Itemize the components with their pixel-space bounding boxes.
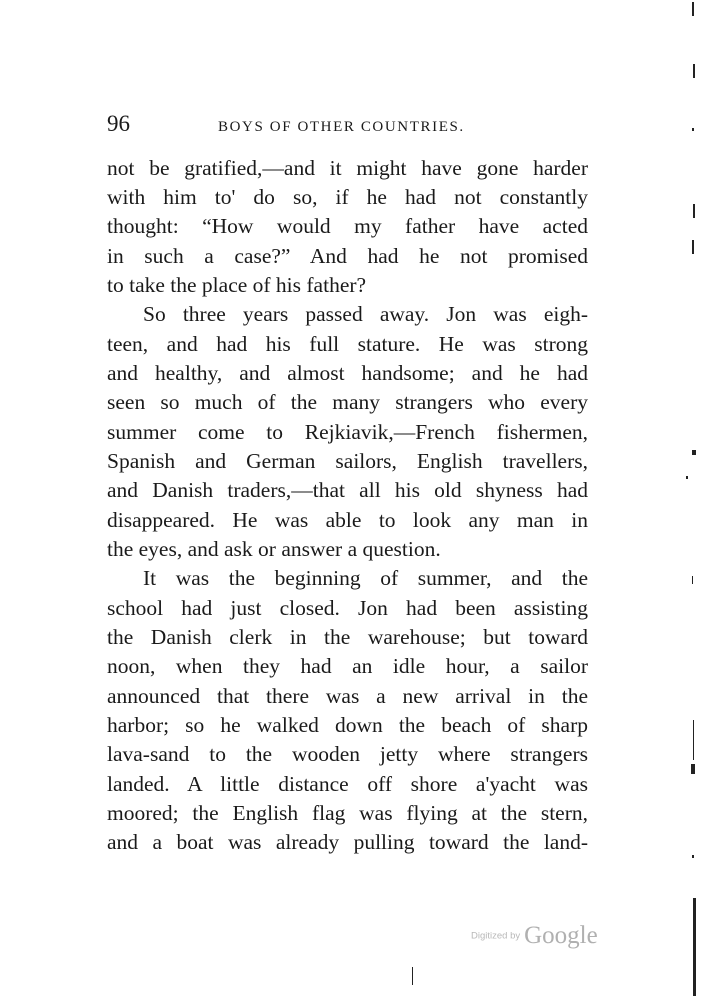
digitized-watermark [471,922,598,950]
scan-speck [412,967,413,985]
text-line: to take the place of his father? [107,273,367,297]
scan-speck [692,2,694,16]
running-head: BOYS OF OTHER COUNTRIES. [218,119,465,135]
google-logo: Google [524,922,598,949]
scan-speck [692,240,694,254]
scan-speck [693,720,694,760]
scan-speck [693,204,695,218]
text-line: summer come to Rejkiavik,—French fishermen, [107,420,588,444]
scan-speck [692,128,694,131]
scan-speck [692,450,696,455]
digitized-label: Digitized by [471,930,521,942]
text-line: announced that there was a new arrival in the [107,684,588,708]
text-line: with him to' do so, if he had not constantly [107,185,588,209]
scan-speck [693,898,696,996]
text-line: school had just closed. Jon had been assisting [107,596,588,620]
text-line: the Danish clerk in the warehouse; but toward [107,625,588,649]
text-line: landed. A little distance off shore a'yacht was [107,772,588,796]
scan-speck [693,64,695,78]
text-line: the eyes, and ask or answer a question. [107,537,441,561]
text-line: and healthy, and almost handsome; and he had [107,361,588,385]
text-line: So three years passed away. Jon was eigh- [143,302,588,326]
text-line: seen so much of the many strangers who every [107,390,588,414]
page-number: 96 [107,111,130,136]
text-line: in such a case?” And had he not promised [107,244,588,268]
text-line: thought: “How would my father have acted [107,214,588,238]
text-line: teen, and had his full stature. He was strong [107,332,588,356]
text-line: disappeared. He was able to look any man in [107,508,588,532]
text-line: Spanish and German sailors, English travellers, [107,449,588,473]
scan-speck [692,855,694,858]
text-line: noon, when they had an idle hour, a sailor [107,654,588,678]
text-line: It was the beginning of summer, and the [143,566,588,590]
text-line: lava-sand to the wooden jetty where strangers [107,742,588,766]
text-line: moored; the English flag was flying at the stern, [107,801,588,825]
text-line: not be gratified,—and it might have gone harder [107,156,588,180]
scan-speck [692,576,693,584]
text-line: and a boat was already pulling toward the land- [107,830,588,854]
scan-speck [686,476,688,479]
scan-speck [691,764,695,774]
text-line: harbor; so he walked down the beach of sharp [107,713,588,737]
text-line: and Danish traders,—that all his old shyness had [107,478,588,502]
